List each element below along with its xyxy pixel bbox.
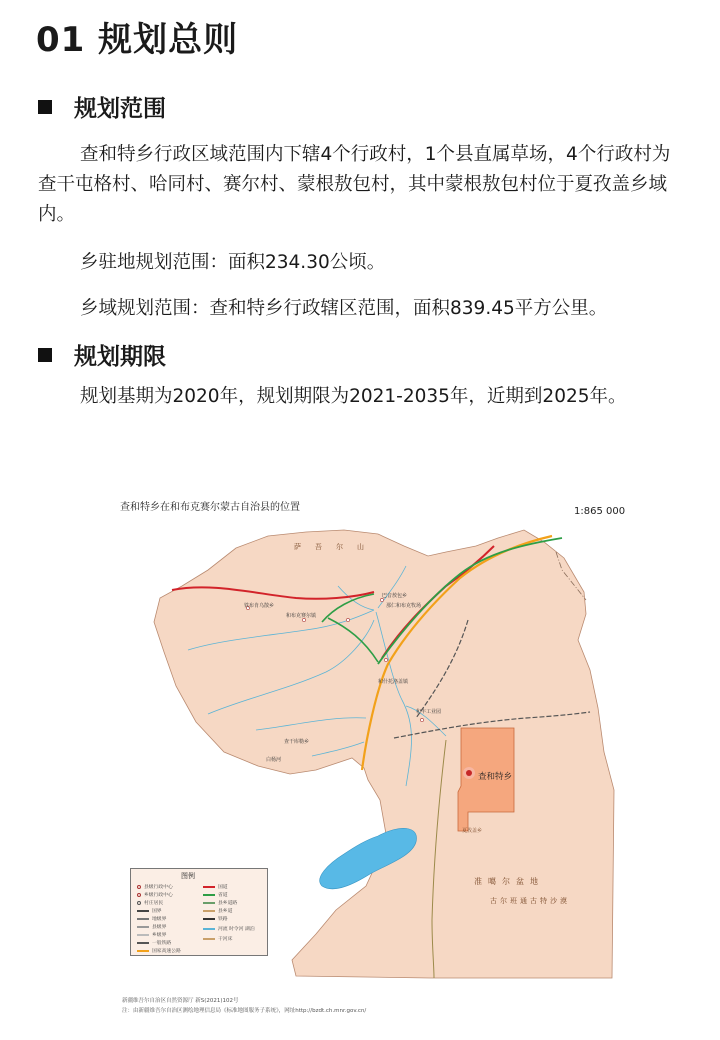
square-bullet-icon bbox=[38, 100, 52, 114]
page-title: 01 规划总则 bbox=[36, 20, 239, 60]
desert-label-sand: 古尔班通古特沙漠 bbox=[490, 897, 570, 905]
chahete-township-label: 查和特乡 bbox=[478, 772, 513, 782]
legend-item: 地级界 bbox=[137, 915, 166, 922]
legend-item: 村庄居民 bbox=[137, 899, 163, 906]
place-label: 白杨河 bbox=[266, 757, 282, 763]
desert-label-basin: 准噶尔盆地 bbox=[474, 877, 544, 886]
legend-item: 河流 时令河 湖泊 bbox=[203, 925, 255, 932]
place-label: 和什托洛盖镇 bbox=[378, 679, 409, 685]
place-label: 铁布肯乌散乡 bbox=[244, 603, 275, 609]
legend-item: 县乡道路 bbox=[203, 899, 237, 906]
square-bullet-icon bbox=[38, 348, 52, 362]
paragraph-township-area: 乡域规划范围：查和特乡行政辖区范围，面积839.45平方公里。 bbox=[80, 298, 608, 319]
section-heading-scope bbox=[38, 90, 166, 123]
map-source-note: 注：由新疆维吾尔自治区测绘地理信息局《标准地图服务子系统》，网址http://bzdt.ch.mnr.gov.cn/ bbox=[122, 1008, 367, 1014]
paragraph-scope-intro: 查和特乡行政区域范围内下辖4个行政村，1个县直属草场，4个行政村为查干屯格村、哈同村、赛尔村、蒙根敖包村，其中蒙根敖包村位于夏孜盖乡域内。 bbox=[38, 144, 671, 225]
legend-item: 干河床 bbox=[203, 935, 232, 942]
paragraph-period: 规划基期为2020年，规划期限为2021-2035年，近期到2025年。 bbox=[80, 386, 627, 407]
legend-item: 一般铁路 bbox=[137, 939, 171, 946]
legend-item: 县级界 bbox=[137, 923, 166, 930]
mountain-label: 萨吾尔山 bbox=[294, 543, 378, 551]
area-label: 夏孜盖乡 bbox=[462, 828, 483, 834]
place-label: 那仁和布克牧场 bbox=[386, 603, 422, 609]
map-scale: 1:865 000 bbox=[574, 506, 626, 517]
legend-item: 乡级行政中心 bbox=[137, 891, 173, 898]
legend-item: 县级行政中心 bbox=[137, 883, 173, 890]
map-title: 查和特乡在和布克赛尔蒙古自治县的位置 bbox=[120, 502, 300, 513]
legend-item: 县乡道 bbox=[203, 907, 232, 914]
map-approval-note: 新疆维吾尔自治区自然资源厅 新S(2021)102号 bbox=[122, 998, 239, 1004]
location-map bbox=[116, 490, 636, 1020]
place-label: 巴音敖包乡 bbox=[382, 593, 408, 599]
place-label: 查干库勒乡 bbox=[284, 739, 310, 745]
place-label: 和布克赛尔镇 bbox=[286, 613, 317, 619]
place-label: 和丰工业园 bbox=[416, 709, 442, 715]
legend-item: 乡级界 bbox=[137, 931, 166, 938]
legend-item: 省道 bbox=[203, 891, 228, 898]
legend-item: 铁路 bbox=[203, 915, 228, 922]
map-legend bbox=[130, 868, 268, 956]
section-heading-text: 规划期限 bbox=[74, 344, 166, 370]
legend-title: 图例 bbox=[181, 872, 195, 880]
section-heading-text: 规划范围 bbox=[74, 96, 166, 122]
legend-item: 国界 bbox=[137, 907, 162, 914]
legend-item: 国道 bbox=[203, 883, 228, 890]
section-heading-period bbox=[38, 338, 166, 371]
chahete-marker-icon bbox=[466, 770, 472, 776]
legend-item: 国家高速公路 bbox=[137, 947, 181, 954]
paragraph-town-area: 乡驻地规划范围：面积234.30公顷。 bbox=[80, 252, 386, 273]
